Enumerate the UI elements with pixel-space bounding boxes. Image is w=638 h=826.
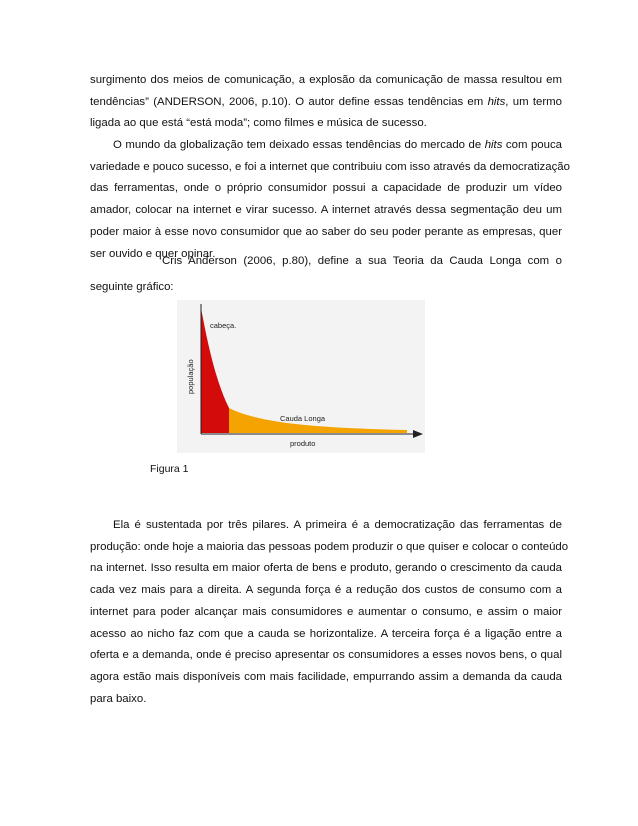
text-line: tendências” (ANDERSON, 2006, p.10). O autor define essas tendências em hits, um termo (90, 95, 562, 108)
figure-intro-continuation: seguinte gráfico: (90, 281, 174, 293)
figure-intro-line: Cris Anderson (2006, p.80), define a sua Teoria da Cauda Longa com o (162, 255, 562, 267)
head-label: cabeça. (210, 321, 237, 330)
paragraph-2 (90, 135, 570, 265)
x-axis-label: produto (290, 439, 316, 448)
text-line: para baixo. (90, 692, 147, 705)
paragraph-4 (90, 515, 569, 710)
text-line: ligada ao que está “está moda”; como filmes e música de sucesso. (90, 117, 427, 130)
text-line: oferta e a demanda, onde é preciso apresentar os consumidores a esses novos bens, o qual (90, 649, 562, 662)
text-line: Ela é sustentada por três pilares. A primeira é a democratização das ferramentas de (113, 519, 562, 531)
text-line: surgimento dos meios de comunicação, a explosão da comunicação de massa resultou em (90, 74, 562, 86)
text-line: das ferramentas, onde o próprio consumidor possui a capacidade de produzir um vídeo (90, 182, 562, 195)
y-axis-label: população (186, 359, 195, 394)
paragraph-1 (90, 70, 562, 135)
text-line: variedade e pouco sucesso, e foi a internet que contribuiu com isso através da democratização (90, 160, 570, 173)
x-axis-arrow (413, 430, 423, 438)
text-line: acesso ao nicho faz com que a cauda se horizontalize. A terceira força é a ligação entre a (90, 627, 562, 640)
text-line: internet para poder alcançar mais consumidores e aumentar o consumo, e assim o maior (90, 605, 562, 618)
text-line: ser ouvido e quer opinar. (90, 247, 216, 260)
long-tail-graph (177, 300, 425, 453)
text-line: O mundo da globalização tem deixado essas tendências do mercado de hits com pouca (113, 139, 562, 151)
tail-label: Cauda Longa (280, 414, 326, 423)
long-tail-figure (177, 300, 425, 453)
text-line: produção: onde hoje a maioria das pessoas podem produzir o que quiser e colocar o conteúdo (90, 540, 569, 553)
text-line: cada vez mais para a direita. A segunda força é a redução dos custos de consumo com a (90, 584, 562, 597)
text-line: amador, colocar na internet e virar sucesso. A internet através dessa segmentação deu um (90, 204, 562, 217)
text-line: agora estão mais disponíveis com mais facilidade, empurrando assim a demanda da cauda (90, 670, 562, 683)
text-line: na internet. Isso resulta em maior oferta de bens e produto, gerando o crescimento da cauda (90, 562, 562, 575)
text-line: poder maior à esse novo consumidor que ao saber do seu poder perante as empresas, quer (90, 225, 562, 238)
figure-caption: Figura 1 (150, 463, 189, 475)
